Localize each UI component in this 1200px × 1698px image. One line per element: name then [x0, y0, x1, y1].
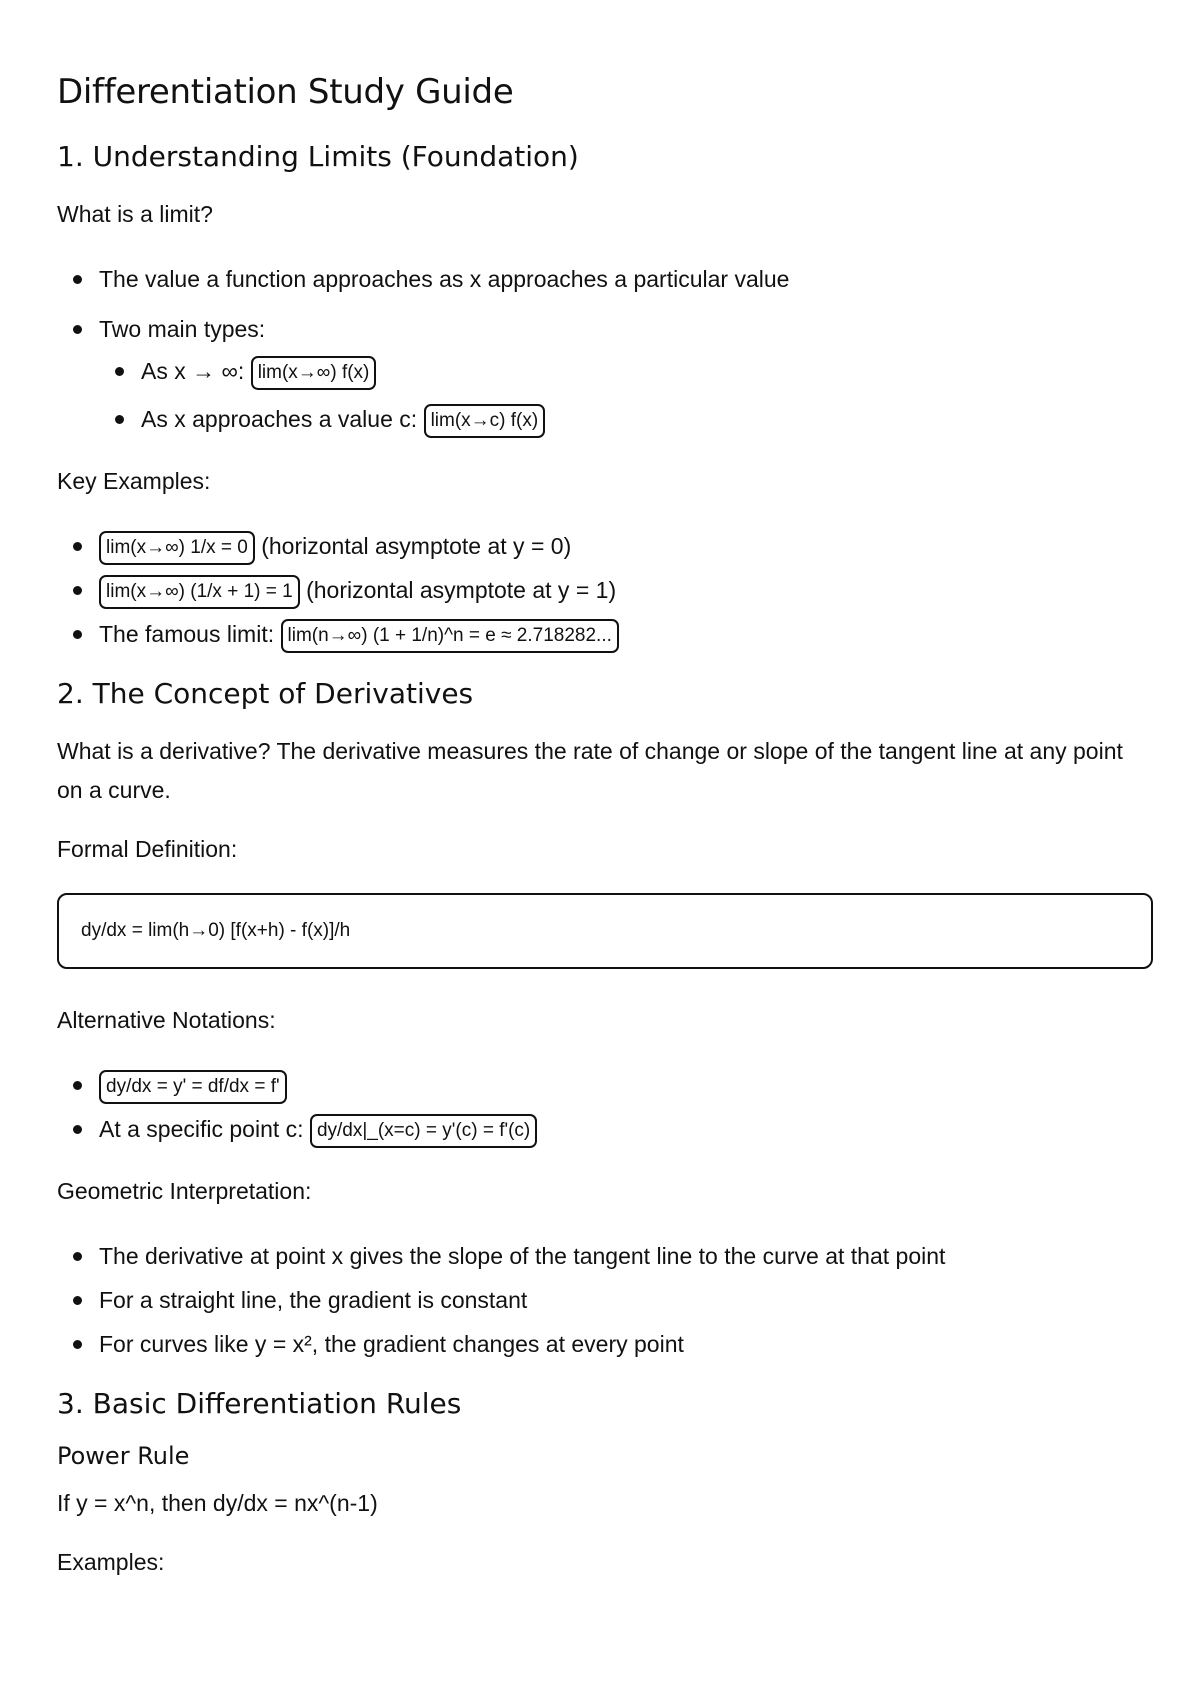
- list-item: [99, 525, 1144, 567]
- example-1-text: (horizontal asymptote at y = 0): [261, 533, 572, 559]
- value-limit-code: lim(x→c) f(x): [424, 404, 546, 438]
- examples-label: Examples:: [57, 1549, 165, 1575]
- specific-point-text: At a specific point c:: [99, 1116, 304, 1142]
- formal-definition-code-block: dy/dx = lim(h→0) [f(x+h) - f(x)]/h: [57, 893, 1153, 969]
- list-item: [99, 1235, 1144, 1277]
- derivative-paragraph: What is a derivative? The derivative measures the rate of change or slope of the tangent line at any point on a curve.: [57, 738, 1123, 803]
- section-2-heading: 2. The Concept of Derivatives: [57, 677, 474, 710]
- list-item: [99, 1108, 1144, 1150]
- list-item: [141, 398, 1144, 440]
- list-item: [99, 1279, 1144, 1321]
- list-item: [99, 613, 1144, 655]
- key-examples-label: Key Examples:: [57, 468, 211, 494]
- limit-types-sublist: [99, 350, 1144, 440]
- example-3-text: The famous limit:: [99, 621, 275, 647]
- infinity-limit-code: lim(x→∞) f(x): [251, 356, 377, 390]
- page-title: Differentiation Study Guide: [57, 72, 514, 112]
- geometric-2: For a straight line, the gradient is constant: [99, 1287, 528, 1313]
- list-item: [99, 1064, 1144, 1106]
- list-item: [141, 350, 1144, 392]
- list-item: [99, 308, 1144, 440]
- section-1-heading: 1. Understanding Limits (Foundation): [57, 140, 579, 173]
- power-rule-heading: Power Rule: [57, 1442, 190, 1470]
- value-limit-text: As x approaches a value c:: [141, 406, 418, 432]
- notation-2-code: dy/dx|_(x=c) = y'(c) = f'(c): [310, 1114, 537, 1148]
- example-3-code: lim(n→∞) (1 + 1/n)^n = e ≈ 2.718282...: [281, 619, 619, 653]
- example-2-text: (horizontal asymptote at y = 1): [306, 577, 617, 603]
- limit-description: The value a function approaches as x approaches a particular value: [99, 266, 790, 292]
- example-2-code: lim(x→∞) (1/x + 1) = 1: [99, 575, 300, 609]
- what-is-limit-label: What is a limit?: [57, 201, 213, 227]
- alternative-notations-list: [57, 1064, 1144, 1150]
- key-examples-list: [57, 525, 1144, 655]
- list-item: [99, 569, 1144, 611]
- geometric-3: For curves like y = x², the gradient changes at every point: [99, 1331, 684, 1357]
- list-item: [99, 258, 1144, 300]
- infinity-limit-text: As x → ∞:: [141, 358, 245, 384]
- list-item: [99, 1323, 1144, 1365]
- two-types-label: Two main types:: [99, 316, 266, 342]
- example-1-code: lim(x→∞) 1/x = 0: [99, 531, 255, 565]
- formal-definition-label: Formal Definition:: [57, 836, 238, 862]
- limit-definition-list: [57, 258, 1144, 440]
- geometric-interpretation-label: Geometric Interpretation:: [57, 1178, 312, 1204]
- power-rule-text: If y = x^n, then dy/dx = nx^(n-1): [57, 1490, 378, 1516]
- geometric-1: The derivative at point x gives the slope of the tangent line to the curve at that point: [99, 1243, 946, 1269]
- geometric-list: [57, 1235, 1144, 1365]
- alternative-notations-label: Alternative Notations:: [57, 1007, 276, 1033]
- notation-1-code: dy/dx = y' = df/dx = f': [99, 1070, 287, 1104]
- section-3-heading: 3. Basic Differentiation Rules: [57, 1387, 462, 1420]
